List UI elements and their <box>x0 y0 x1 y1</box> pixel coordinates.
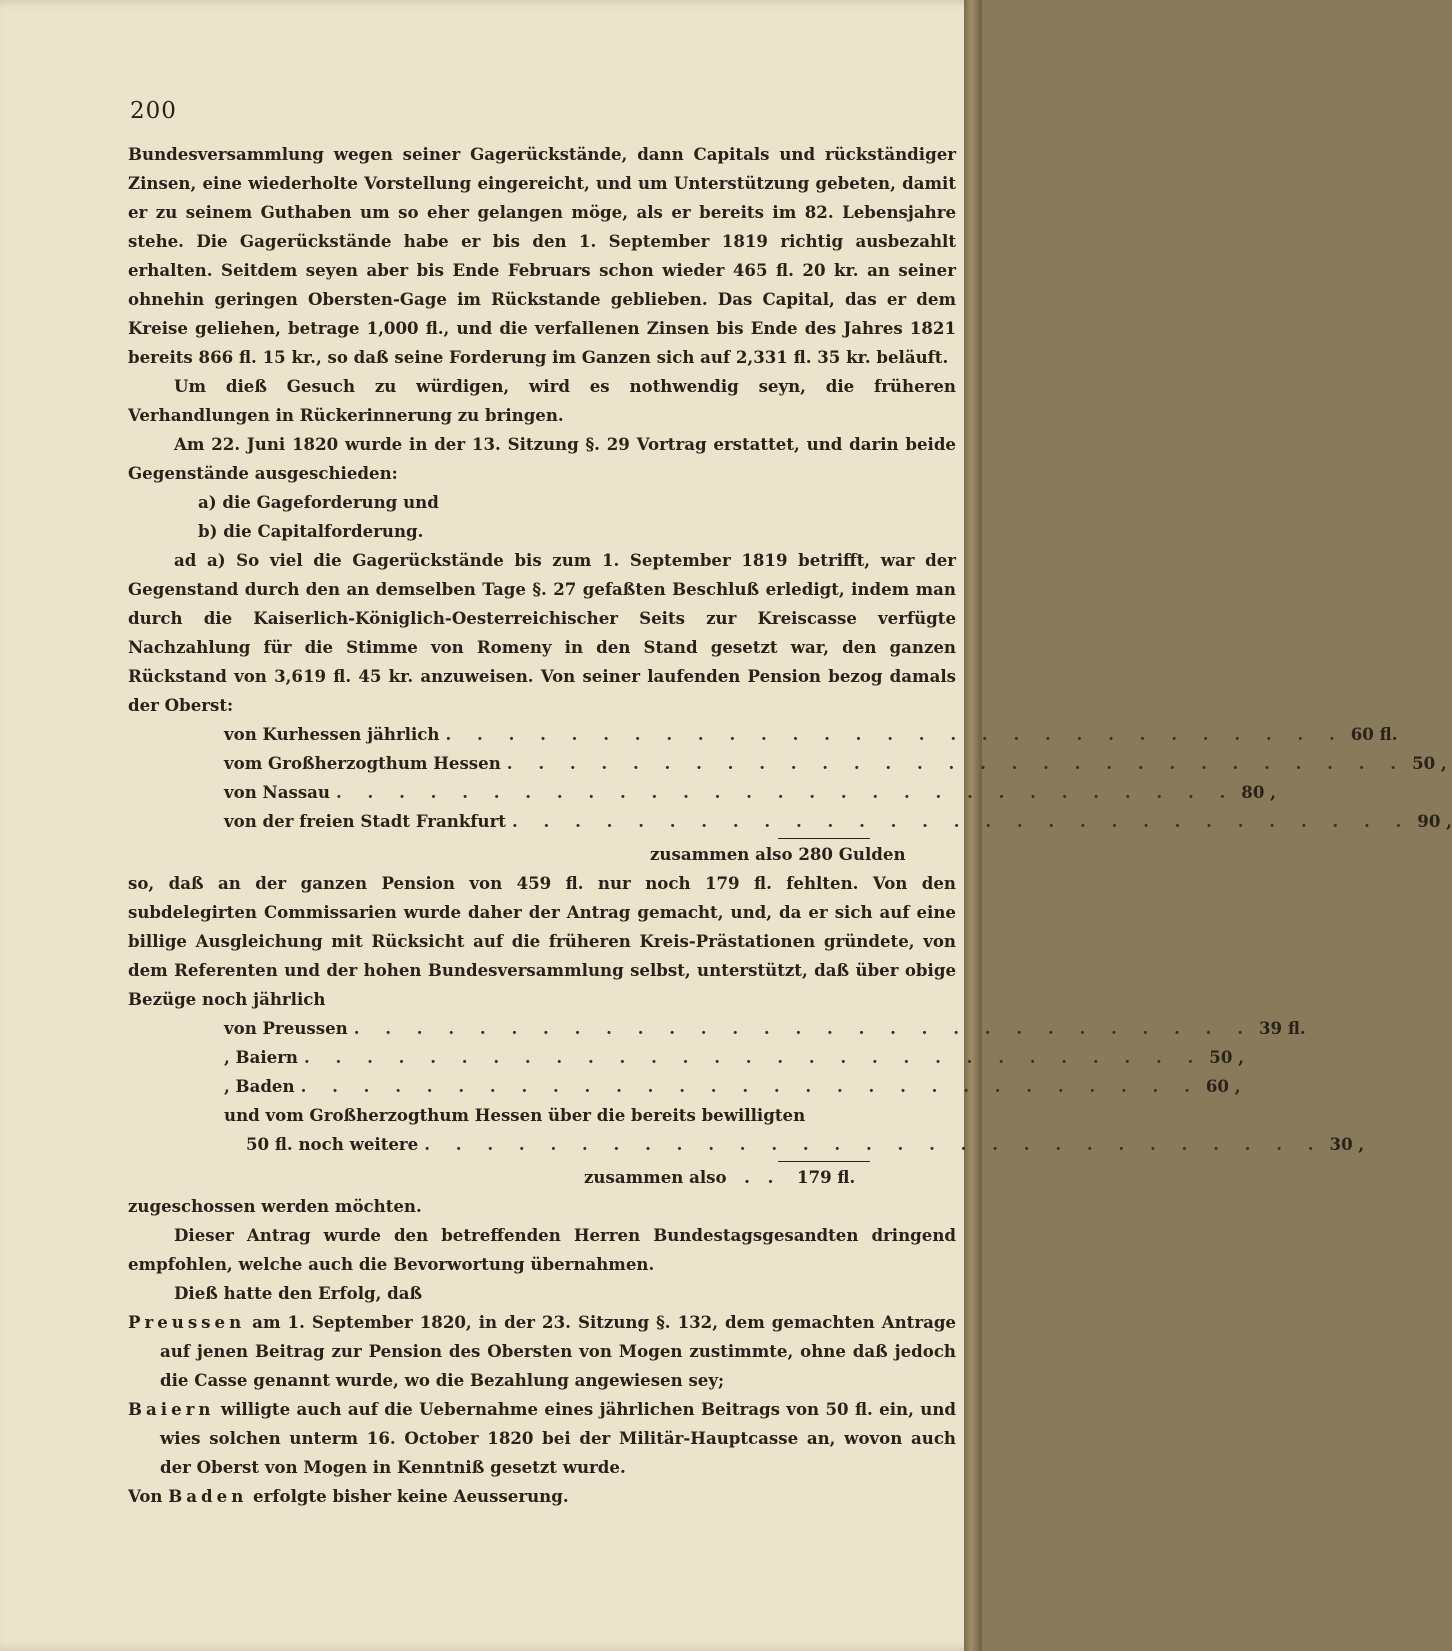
paragraph-2: Um dieß Gesuch zu würdigen, wird es nothwendig seyn, die früheren Verhandlungen in Rückerinnerung zu bringen. <box>128 376 956 425</box>
pension-label: von Nassau <box>224 782 330 802</box>
pension-value: 80 , <box>1241 782 1276 802</box>
leader-dots: . . . . . . . . . . . . . . . . . . . . . . . . . . . . . <box>506 753 1407 773</box>
paragraph-ad-a: ad a) So viel die Gagerückstände bis zum 1. September 1819 betrifft, war der Gegenstand durch den an demselben Tage §. 27 gefaßten Beschluß erledigt, indem man durch die Kaiserlich-Königlich-Oesterreichischer Seits zur Kreiscasse verfügte Nachzahlung für die Stimme von Romeny in den Stand gesetzt war, den ganzen Rückstand von 3,619 fl. 45 kr. anzuweisen. Von seiner laufenden Pension bezog damals der Oberst: <box>128 550 956 715</box>
supplement-value: 60 , <box>1205 1076 1241 1096</box>
supplement-row <box>224 1043 1244 1072</box>
supplement-total: zusammen also . . 179 fl. <box>584 1167 856 1187</box>
leader-dots: . . . . . . . . . . . . . . . . . . . . . . . . . . . . . <box>335 782 1236 802</box>
item-a: a) die Gageforderung und <box>198 492 439 512</box>
page-body <box>128 140 1452 1511</box>
supplement-total-value: 179 fl. <box>797 1167 856 1187</box>
preussen-text: am 1. September 1820, in der 23. Sitzung §. 132, dem gemachten Antrage auf jenen Beitrag zur Pension des Obersten von Mogen zustimmte, ohne daß jedoch die Casse genannt wurde, wo die Bezahlung angewiesen sey; <box>160 1312 956 1390</box>
supplement-total-label: zusammen also <box>584 1167 727 1187</box>
paragraph-preussen <box>128 1308 956 1395</box>
supplement-label: , Baiern <box>224 1047 298 1067</box>
pension-label: von der freien Stadt Frankfurt <box>224 811 506 831</box>
supplement-label: von Preussen <box>224 1018 348 1038</box>
pension-value: 50 , <box>1412 753 1447 773</box>
pension-list <box>128 720 1452 836</box>
leader-dots: . . . . . . . . . . . . . . . . . . . . . . . . . . . . . <box>304 1047 1204 1067</box>
supplement-list <box>128 1014 1365 1159</box>
supplement-row <box>224 1072 1241 1101</box>
supplement-row <box>224 1130 1365 1159</box>
paragraph-7: Dieser Antrag wurde den betreffenden Herren Bundestagsgesandten dringend empfohlen, welche auch die Bevorwortung übernahmen. <box>128 1225 956 1274</box>
pension-row <box>224 807 1452 836</box>
baden-text: erfolgte bisher keine Aeusserung. <box>247 1486 569 1506</box>
supplement-value: 50 , <box>1209 1047 1244 1067</box>
paragraph-8: Dieß hatte den Erfolg, daß <box>174 1283 423 1303</box>
supplement-hessen-text: und vom Großherzogthum Hessen über die bereits bewilligten <box>224 1105 806 1125</box>
supplement-hessen-line <box>224 1101 914 1130</box>
paragraph-3: Am 22. Juni 1820 wurde in der 13. Sitzung §. 29 Vortrag erstattet, und darin beide Gegenstände ausgeschieden: <box>128 434 956 483</box>
pension-label: von Kurhessen jährlich <box>224 724 440 744</box>
state-name-preussen: Preussen <box>128 1312 246 1332</box>
supplement-label: , Baden <box>224 1076 295 1096</box>
state-name-baiern: Baiern <box>128 1399 215 1419</box>
item-b: b) die Capitalforderung. <box>198 521 424 541</box>
pension-label: vom Großherzogthum Hessen <box>224 753 501 773</box>
supplement-value: 30 , <box>1329 1134 1365 1154</box>
paragraph-baden <box>128 1482 956 1511</box>
state-name-baden: Baden <box>168 1486 248 1506</box>
leader-dots: . . . . . . . . . . . . . . . . . . . . . . . . . . . . . <box>353 1018 1253 1038</box>
pension-total: zusammen also 280 Gulden <box>650 844 906 864</box>
leader-dots: . . . . . . . . . . . . . . . . . . . . . . . . . . . . . <box>424 1134 1324 1154</box>
pension-row <box>224 749 1447 778</box>
supplement-row <box>224 1014 1306 1043</box>
page-number: 200 <box>130 98 177 124</box>
leader-dots: . . . . . . . . . . . . . . . . . . . . . . . . . . . . . <box>300 1076 1200 1096</box>
paragraph-1: Bundesversammlung wegen seiner Gagerückstände, dann Capitals und rückständiger Zinsen, eine wiederholte Vorstellung eingereicht, und um Unterstützung gebeten, damit er zu seinem Guthaben um so eher gelangen möge, als er bereits im 82. Lebensjahre stehe. Die Gagerückstände habe er bis den 1. September 1819 richtig ausbezahlt erhalten. Seitdem seyen aber bis Ende Februars schon wieder 465 fl. 20 kr. an seiner ohnehin geringen Obersten-Gage im Rückstande geblieben. Das Capital, das er dem Kreise geliehen, betrage 1,000 fl., und die verfallenen Zinsen bis Ende des Jahres 1821 bereits 866 fl. 15 kr., so daß seine Forderung im Ganzen sich auf 2,331 fl. 35 kr. beläuft. <box>128 144 956 367</box>
leader-dots: . . . . . . . . . . . . . . . . . . . . . . . . . . . . . <box>445 724 1345 744</box>
supplement-value: 39 fl. <box>1259 1018 1306 1038</box>
pension-value: 60 fl. <box>1350 724 1398 744</box>
supplement-label: 50 fl. noch weitere <box>246 1134 419 1154</box>
paragraph-5: so, daß an der ganzen Pension von 459 fl. nur noch 179 fl. fehlten. Von den subdelegirten Commissarien wurde daher der Antrag gemacht, und, da er sich auf eine billige Ausgleichung mit Rücksicht auf die früheren Kreis-Prästationen gründete, von dem Referenten und der hohen Bundesversammlung selbst, unterstützt, daß über obige Bezüge noch jährlich <box>128 873 956 1009</box>
paragraph-6: zugeschossen werden möchten. <box>128 1196 422 1216</box>
pension-row <box>224 778 1276 807</box>
leader-dots: . . . . . . . . . . . . . . . . . . . . . . . . . . . . . <box>511 811 1412 831</box>
pension-row <box>224 720 1398 749</box>
baiern-text: willigte auch auf die Uebernahme eines jährlichen Beitrags von 50 fl. ein, und wies solchen unterm 16. October 1820 bei der Militär-Hauptcasse an, wovon auch der Oberst von Mogen in Kenntniß gesetzt wurde. <box>160 1399 956 1477</box>
baden-pre: Von <box>128 1486 169 1506</box>
paragraph-baiern <box>128 1395 956 1482</box>
pension-value: 90 , <box>1417 811 1452 831</box>
